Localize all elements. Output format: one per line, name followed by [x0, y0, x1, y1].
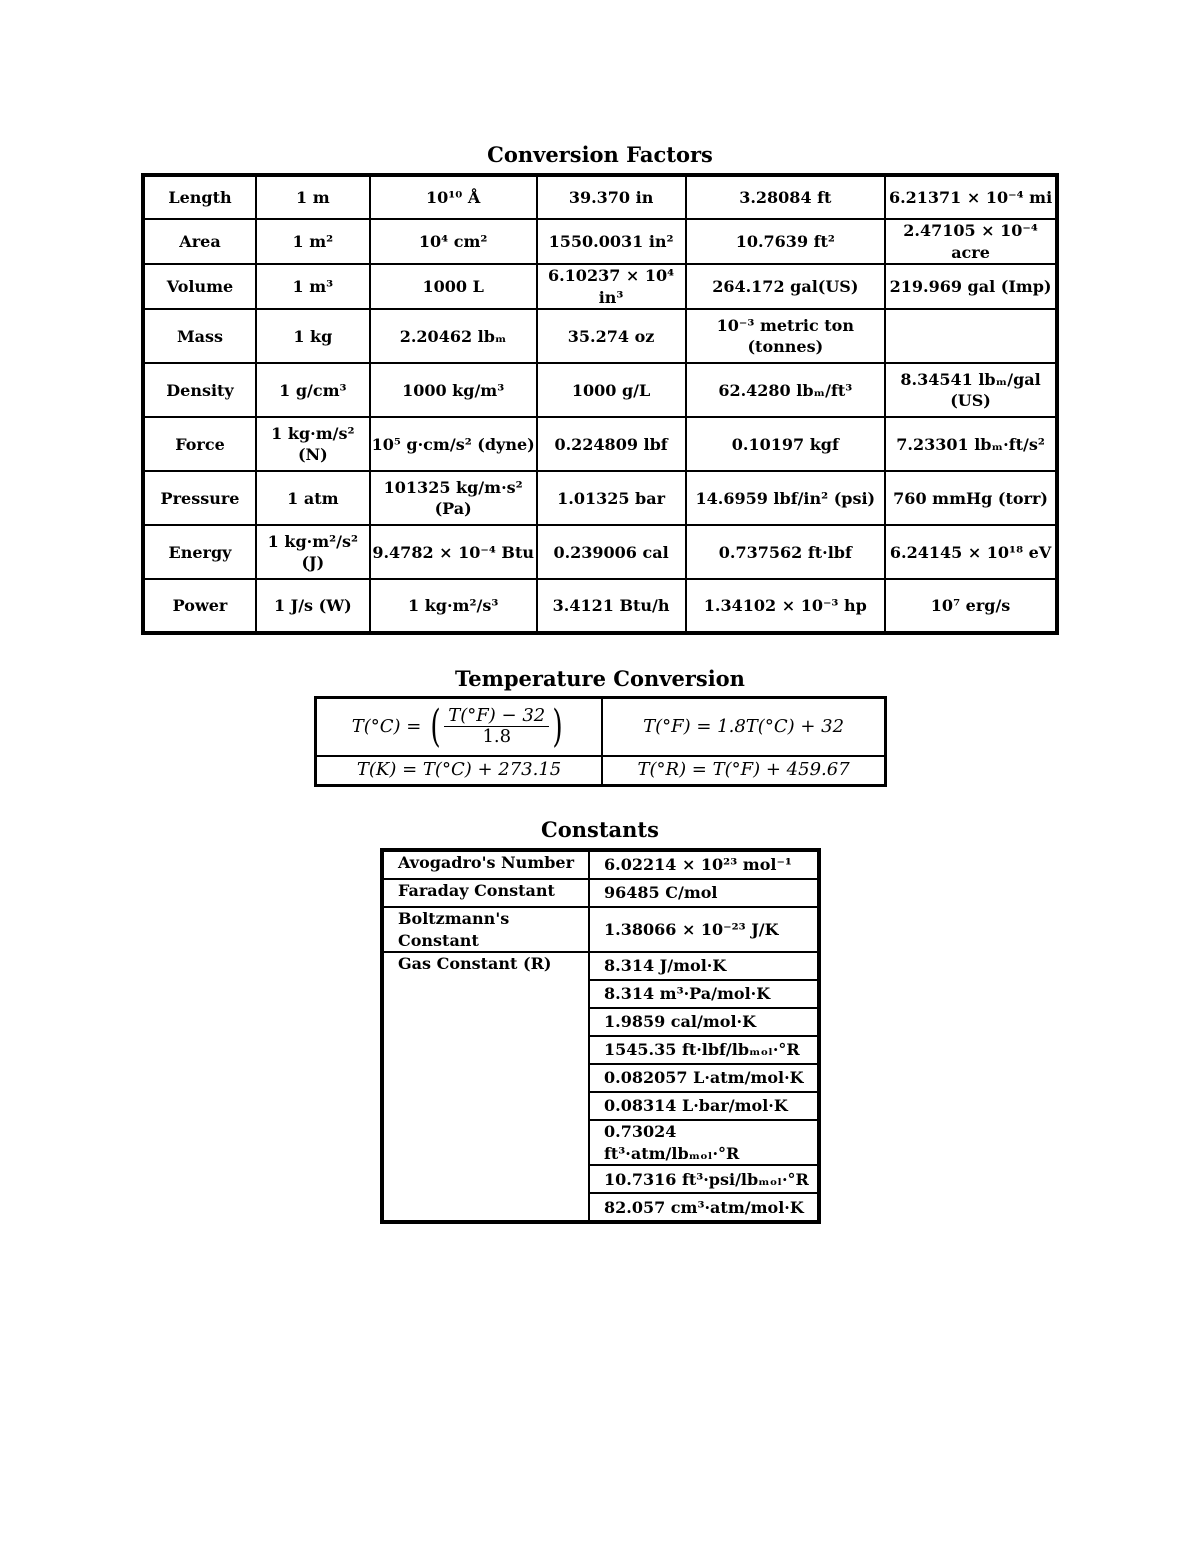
quantity-label: Mass — [143, 309, 256, 363]
conversion-value: 7.23301 lbₘ·ft/s² — [885, 417, 1057, 471]
conversion-value: 1 kg — [256, 309, 370, 363]
conversion-row — [143, 579, 1057, 633]
conversion-value: 1 g/cm³ — [256, 363, 370, 417]
constant-label: Faraday Constant — [382, 879, 589, 907]
conversion-value: 10⁻³ metric ton (tonnes) — [686, 309, 886, 363]
constant-label: Avogadro's Number — [382, 850, 589, 879]
conversion-factors-title: Conversion Factors — [487, 142, 713, 167]
gas-constant-value: 0.082057 L·atm/mol·K — [589, 1064, 819, 1092]
conversion-value: 1000 L — [370, 264, 537, 309]
conversion-value: 10⁴ cm² — [370, 219, 537, 264]
conversion-row — [143, 363, 1057, 417]
conversion-value: 1 kg·m²/s² (J) — [256, 525, 370, 579]
conversion-value: 9.4782 × 10⁻⁴ Btu — [370, 525, 537, 579]
conversion-value: 1.01325 bar — [537, 471, 686, 525]
conversion-value: 3.28084 ft — [686, 175, 886, 219]
constants-table — [380, 848, 821, 1224]
gas-constant-value: 0.08314 L·bar/mol·K — [589, 1092, 819, 1120]
conversion-value: 3.4121 Btu/h — [537, 579, 686, 633]
conversion-value: 1000 g/L — [537, 363, 686, 417]
conversion-value: 14.6959 lbf/in² (psi) — [686, 471, 886, 525]
conversion-value: 1000 kg/m³ — [370, 363, 537, 417]
conversion-value: 6.21371 × 10⁻⁴ mi — [885, 175, 1057, 219]
gas-constant-row — [382, 952, 819, 980]
conversion-value: 10.7639 ft² — [686, 219, 886, 264]
temperature-conversion-table — [314, 696, 887, 787]
celsius-formula-lhs: T(°C) = — [351, 715, 422, 737]
conversion-value: 6.10237 × 10⁴ in³ — [537, 264, 686, 309]
constants-title: Constants — [541, 817, 659, 842]
celsius-formula-numerator: T(°F) − 32 — [444, 706, 549, 728]
conversion-value: 1 kg·m²/s³ — [370, 579, 537, 633]
gas-constant-value: 8.314 m³·Pa/mol·K — [589, 980, 819, 1008]
conversion-value: 1 atm — [256, 471, 370, 525]
conversion-row — [143, 219, 1057, 264]
conversion-value: 1 kg·m/s² (N) — [256, 417, 370, 471]
conversion-value: 35.274 oz — [537, 309, 686, 363]
kelvin-formula: T(K) = T(°C) + 273.15 — [316, 756, 603, 786]
conversion-row — [143, 264, 1057, 309]
quantity-label: Area — [143, 219, 256, 264]
conversion-value: 760 mmHg (torr) — [885, 471, 1057, 525]
conversion-value: 1.34102 × 10⁻³ hp — [686, 579, 886, 633]
constant-row — [382, 850, 819, 879]
conversion-value: 1 m² — [256, 219, 370, 264]
constant-row — [382, 907, 819, 952]
constant-row — [382, 879, 819, 907]
conversion-value: 0.10197 kgf — [686, 417, 886, 471]
conversion-value: 2.20462 lbₘ — [370, 309, 537, 363]
conversion-value: 0.737562 ft·lbf — [686, 525, 886, 579]
quantity-label: Length — [143, 175, 256, 219]
quantity-label: Energy — [143, 525, 256, 579]
gas-constant-value: 8.314 J/mol·K — [589, 952, 819, 980]
quantity-label: Power — [143, 579, 256, 633]
conversion-value: 1 J/s (W) — [256, 579, 370, 633]
conversion-row — [143, 525, 1057, 579]
conversion-value: 0.224809 lbf — [537, 417, 686, 471]
gas-constant-value: 10.7316 ft³·psi/lbₘₒₗ·°R — [589, 1165, 819, 1193]
quantity-label: Volume — [143, 264, 256, 309]
rankine-formula: T(°R) = T(°F) + 459.67 — [602, 756, 885, 786]
gas-constant-label: Gas Constant (R) — [382, 952, 589, 1222]
conversion-value: 10⁷ erg/s — [885, 579, 1057, 633]
quantity-label: Pressure — [143, 471, 256, 525]
conversion-row — [143, 309, 1057, 363]
constant-label: Boltzmann's Constant — [382, 907, 589, 952]
temperature-conversion-title: Temperature Conversion — [455, 666, 745, 691]
constant-value: 96485 C/mol — [589, 879, 819, 907]
conversion-value: 264.172 gal(US) — [686, 264, 886, 309]
quantity-label: Force — [143, 417, 256, 471]
quantity-label: Density — [143, 363, 256, 417]
conversion-value: 101325 kg/m·s² (Pa) — [370, 471, 537, 525]
constant-value: 1.38066 × 10⁻²³ J/K — [589, 907, 819, 952]
conversion-factors-table — [141, 173, 1059, 635]
conversion-value: 10¹⁰ Å — [370, 175, 537, 219]
celsius-formula-denominator: 1.8 — [482, 726, 512, 748]
conversion-value: 2.47105 × 10⁻⁴ acre — [885, 219, 1057, 264]
conversion-row — [143, 471, 1057, 525]
conversion-value: 62.4280 lbₘ/ft³ — [686, 363, 886, 417]
conversion-value — [885, 309, 1057, 363]
conversion-value: 39.370 in — [537, 175, 686, 219]
conversion-value: 10⁵ g·cm/s² (dyne) — [370, 417, 537, 471]
gas-constant-value: 82.057 cm³·atm/mol·K — [589, 1193, 819, 1222]
conversion-value: 0.239006 cal — [537, 525, 686, 579]
conversion-row — [143, 175, 1057, 219]
conversion-value: 6.24145 × 10¹⁸ eV — [885, 525, 1057, 579]
conversion-value: 1 m³ — [256, 264, 370, 309]
conversion-value: 1 m — [256, 175, 370, 219]
conversion-value: 1550.0031 in² — [537, 219, 686, 264]
gas-constant-value: 1545.35 ft·lbf/lbₘₒₗ·°R — [589, 1036, 819, 1064]
gas-constant-value: 1.9859 cal/mol·K — [589, 1008, 819, 1036]
constant-value: 6.02214 × 10²³ mol⁻¹ — [589, 850, 819, 879]
celsius-formula: T(°C) = ( $\frac{T(^\circ F) - 32}{1.8}$ ) — [316, 698, 603, 756]
conversion-value: 8.34541 lbₘ/gal (US) — [885, 363, 1057, 417]
conversion-row — [143, 417, 1057, 471]
fahrenheit-formula: T(°F) = 1.8T(°C) + 32 — [602, 698, 885, 756]
gas-constant-value: 0.73024 ft³·atm/lbₘₒₗ·°R — [589, 1120, 819, 1165]
conversion-value: 219.969 gal (Imp) — [885, 264, 1057, 309]
